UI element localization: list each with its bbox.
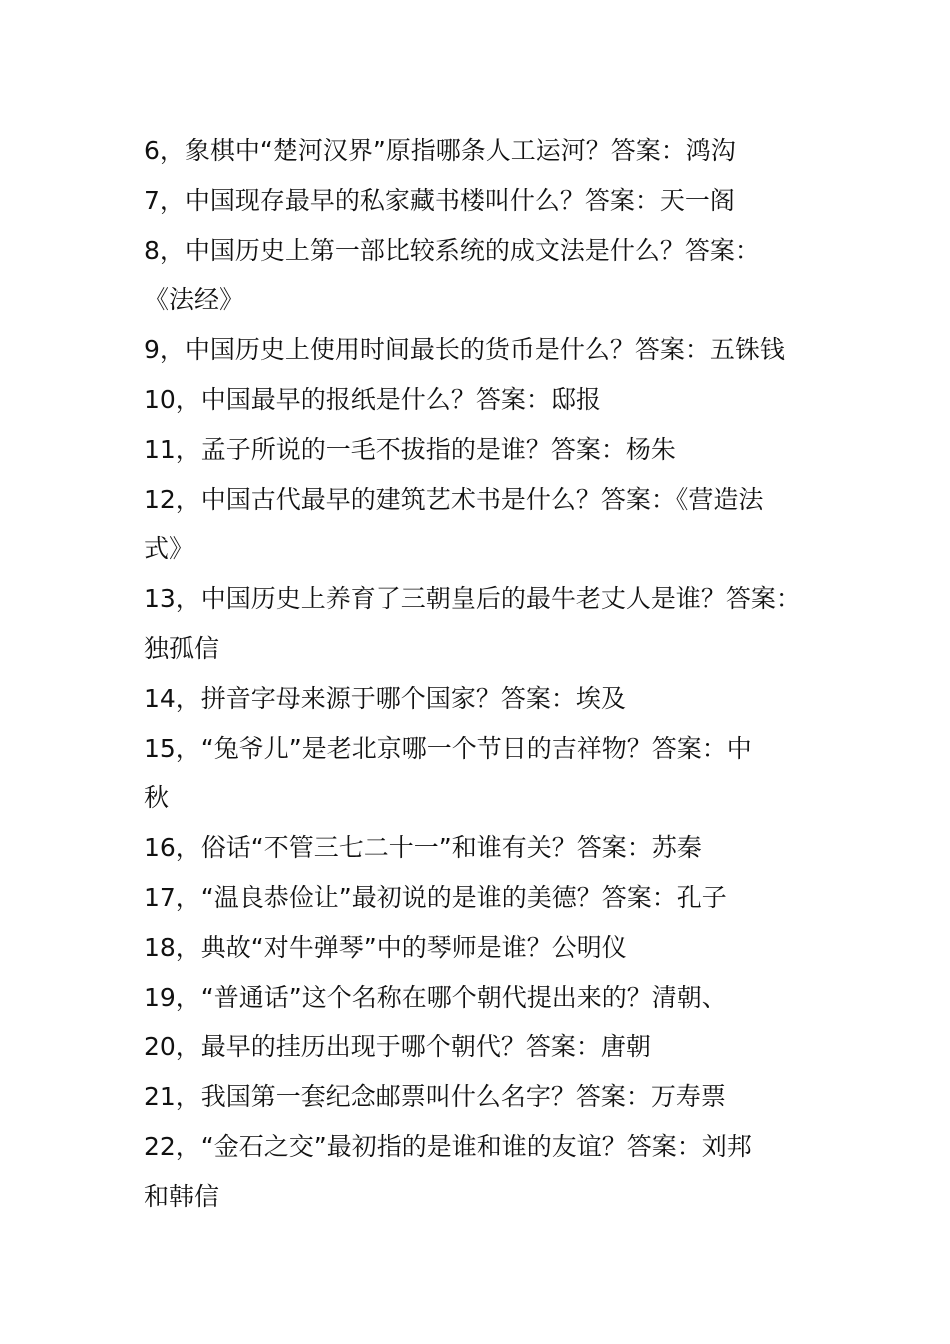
text-line: 和韩信 <box>144 1181 220 1211</box>
text-line: 9，中国历史上使用时间最长的货币是什么？答案：五铢钱 <box>144 335 785 365</box>
text-line: 秋 <box>144 783 170 813</box>
text-line: 式》 <box>144 534 195 564</box>
text-line: 18，典故“对牛弹琴”中的琴师是谁？公明仪 <box>144 932 627 962</box>
text-line: 独孤信 <box>144 633 220 663</box>
text-line: 20，最早的挂历出现于哪个朝代？答案：唐朝 <box>144 1032 651 1062</box>
text-line: 22，“金石之交”最初指的是谁和谁的友谊？答案：刘邦 <box>144 1131 752 1161</box>
text-line: 13，中国历史上养育了三朝皇后的最牛老丈人是谁？答案： <box>144 584 801 614</box>
text-line: 《法经》 <box>144 285 245 315</box>
text-line: 16，俗话“不管三七二十一”和谁有关？答案：苏秦 <box>144 833 702 863</box>
text-line: 15，“兔爷儿”是老北京哪一个节日的吉祥物？答案：中 <box>144 733 752 763</box>
text-line: 10，中国最早的报纸是什么？答案：邸报 <box>144 384 601 414</box>
text-line: 17，“温良恭俭让”最初说的是谁的美德？答案：孔子 <box>144 882 727 912</box>
text-line: 21，我国第一套纪念邮票叫什么名字？答案：万寿票 <box>144 1082 726 1112</box>
text-line: 7，中国现存最早的私家藏书楼叫什么？答案：天一阁 <box>144 185 735 215</box>
text-line: 8，中国历史上第一部比较系统的成文法是什么？答案： <box>144 235 760 265</box>
text-line: 19，“普通话”这个名称在哪个朝代提出来的？清朝、 <box>144 982 727 1012</box>
document-body <box>144 126 809 1222</box>
text-line: 14，拼音字母来源于哪个国家？答案：埃及 <box>144 683 626 713</box>
text-line: 11，孟子所说的一毛不拔指的是谁？答案：杨朱 <box>144 434 676 464</box>
text-line: 6，象棋中“楚河汉界”原指哪条人工运河？答案：鸿沟 <box>144 136 736 165</box>
text-line: 12，中国古代最早的建筑艺术书是什么？答案：《营造法 <box>144 484 764 514</box>
